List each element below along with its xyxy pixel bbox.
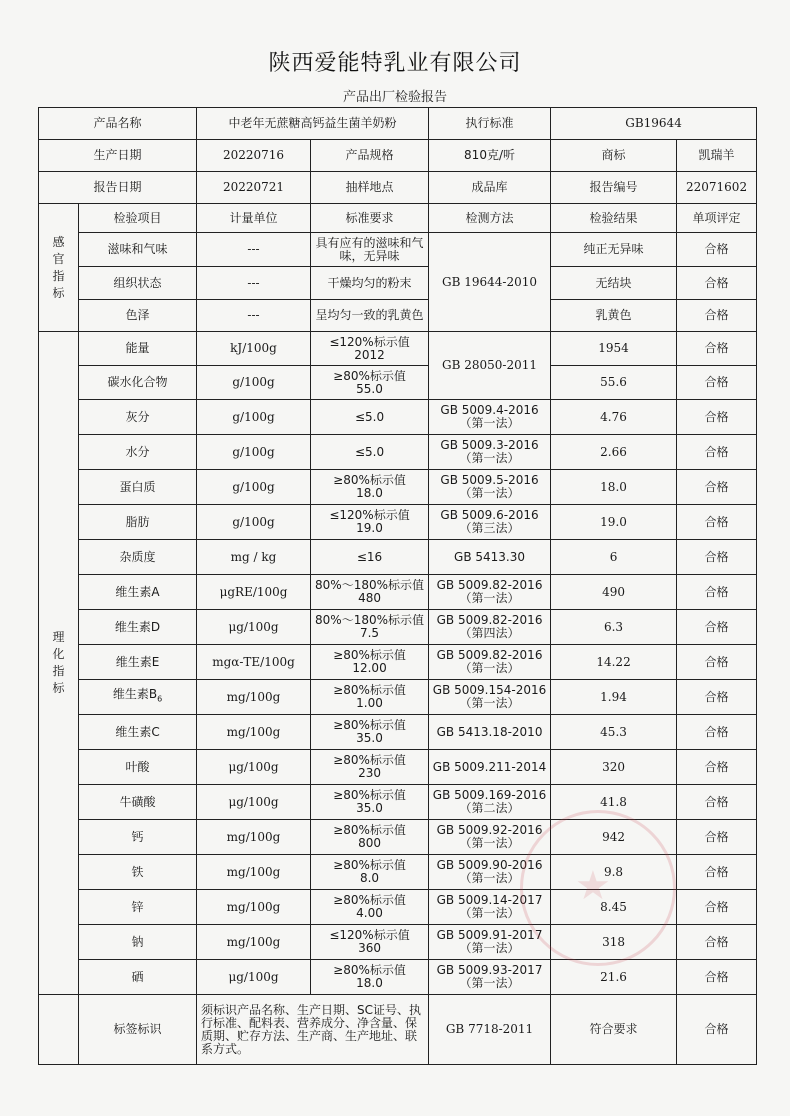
result: 纯正无异味 <box>551 233 677 267</box>
requirement: ≥80%标示值 12.00 <box>311 645 429 680</box>
result: 6.3 <box>551 610 677 645</box>
brand-label: 商标 <box>551 140 677 172</box>
report-no-label: 报告编号 <box>551 172 677 204</box>
report-date: 20220721 <box>197 172 311 204</box>
item-name: 维生素$B_6$ <box>79 680 197 715</box>
item-name: 维生素C <box>79 715 197 750</box>
sensory-method: GB 19644-2010 <box>429 233 551 332</box>
item-name: 蛋白质 <box>79 470 197 505</box>
verdict: 合格 <box>677 540 757 575</box>
verdict: 合格 <box>677 715 757 750</box>
result: 942 <box>551 820 677 855</box>
unit: mg / kg <box>197 540 311 575</box>
result: 8.45 <box>551 890 677 925</box>
unit: mg/100g <box>197 925 311 960</box>
requirement: ≤120%标示值 360 <box>311 925 429 960</box>
unit: mg/100g <box>197 680 311 715</box>
item-name: 钙 <box>79 820 197 855</box>
method: GB 5009.169-2016 （第二法） <box>429 785 551 820</box>
unit: μg/100g <box>197 785 311 820</box>
unit: g/100g <box>197 470 311 505</box>
method: GB 5009.82-2016 （第四法） <box>429 610 551 645</box>
item-name: 水分 <box>79 435 197 470</box>
table-row <box>39 750 757 785</box>
label-group-blank <box>39 995 79 1065</box>
label-verdict: 合格 <box>677 995 757 1065</box>
label-requirement: 须标识产品名称、生产日期、SC证号、执行标准、配料表、营养成分、净含量、保质期、贮存方法、生产商、生产地址、联系方式。 <box>197 995 429 1065</box>
result: 4.76 <box>551 400 677 435</box>
method: GB 5009.93-2017 （第一法） <box>429 960 551 995</box>
spec-value: 810克/听 <box>429 140 551 172</box>
label-row <box>39 995 757 1065</box>
result: 乳黄色 <box>551 300 677 332</box>
result: 无结块 <box>551 267 677 300</box>
requirement: 呈均匀一致的乳黄色 <box>311 300 429 332</box>
report-date-label: 报告日期 <box>39 172 197 204</box>
requirement: ≤16 <box>311 540 429 575</box>
unit: mgα-TE/100g <box>197 645 311 680</box>
item-name: 锌 <box>79 890 197 925</box>
verdict: 合格 <box>677 925 757 960</box>
verdict: 合格 <box>677 332 757 366</box>
requirement: ≥80%标示值 1.00 <box>311 680 429 715</box>
requirement: 80%～180%标示值 480 <box>311 575 429 610</box>
label-method: GB 7718-2011 <box>429 995 551 1065</box>
table-row <box>39 960 757 995</box>
col-unit: 计量单位 <box>197 204 311 233</box>
table-row <box>39 366 757 400</box>
standard-value: GB19644 <box>551 108 757 140</box>
verdict: 合格 <box>677 366 757 400</box>
unit: mg/100g <box>197 890 311 925</box>
result: 318 <box>551 925 677 960</box>
verdict: 合格 <box>677 470 757 505</box>
item-name: 碳水化合物 <box>79 366 197 400</box>
requirement: ≥80%标示值 8.0 <box>311 855 429 890</box>
verdict: 合格 <box>677 680 757 715</box>
col-method: 检测方法 <box>429 204 551 233</box>
unit: mg/100g <box>197 820 311 855</box>
unit: g/100g <box>197 366 311 400</box>
item-name: 标签标识 <box>79 995 197 1065</box>
requirement: ≤5.0 <box>311 400 429 435</box>
method: GB 5009.154-2016 （第一法） <box>429 680 551 715</box>
requirement: ≤5.0 <box>311 435 429 470</box>
inspection-table <box>38 107 757 1065</box>
method: GB 5009.14-2017 （第一法） <box>429 890 551 925</box>
method: GB 5009.6-2016 （第三法） <box>429 505 551 540</box>
item-name: 杂质度 <box>79 540 197 575</box>
requirement: ≤120%标示值 19.0 <box>311 505 429 540</box>
table-row <box>39 332 757 366</box>
item-name: 钠 <box>79 925 197 960</box>
requirement: ≥80%标示值 18.0 <box>311 470 429 505</box>
result: 490 <box>551 575 677 610</box>
unit: mg/100g <box>197 855 311 890</box>
verdict: 合格 <box>677 960 757 995</box>
standard-label: 执行标准 <box>429 108 551 140</box>
verdict: 合格 <box>677 435 757 470</box>
table-row <box>39 300 757 332</box>
report-title: 产品出厂检验报告 <box>342 90 447 105</box>
method: GB 5009.211-2014 <box>429 750 551 785</box>
col-requirement: 标准要求 <box>311 204 429 233</box>
result: 21.6 <box>551 960 677 995</box>
unit: --- <box>197 233 311 267</box>
table-row <box>39 575 757 610</box>
item-name: 色泽 <box>79 300 197 332</box>
column-header-row <box>39 204 757 233</box>
requirement: 80%～180%标示值 7.5 <box>311 610 429 645</box>
verdict: 合格 <box>677 855 757 890</box>
table-row <box>39 435 757 470</box>
table-row <box>39 820 757 855</box>
requirement: ≤120%标示值 2012 <box>311 332 429 366</box>
verdict: 合格 <box>677 785 757 820</box>
result: 9.8 <box>551 855 677 890</box>
method: GB 5009.91-2017 （第一法） <box>429 925 551 960</box>
item-name: 牛磺酸 <box>79 785 197 820</box>
table-row <box>39 610 757 645</box>
result: 320 <box>551 750 677 785</box>
result: 14.22 <box>551 645 677 680</box>
item-name: 铁 <box>79 855 197 890</box>
item-name: 灰分 <box>79 400 197 435</box>
col-result: 检验结果 <box>551 204 677 233</box>
table-row <box>39 400 757 435</box>
physchem-group-label: 理化指标 <box>39 332 79 995</box>
verdict: 合格 <box>677 750 757 785</box>
item-name: 脂肪 <box>79 505 197 540</box>
requirement: ≥80%标示值 230 <box>311 750 429 785</box>
unit: μg/100g <box>197 750 311 785</box>
method: GB 5009.92-2016 （第一法） <box>429 820 551 855</box>
item-name: 维生素A <box>79 575 197 610</box>
prod-date: 20220716 <box>197 140 311 172</box>
result: 41.8 <box>551 785 677 820</box>
prod-date-label: 生产日期 <box>39 140 197 172</box>
info-row-report <box>39 172 757 204</box>
item-name: 维生素E <box>79 645 197 680</box>
table-row <box>39 925 757 960</box>
method: GB 5009.82-2016 （第一法） <box>429 575 551 610</box>
method: GB 5009.4-2016 （第一法） <box>429 400 551 435</box>
requirement: ≥80%标示值 4.00 <box>311 890 429 925</box>
unit: g/100g <box>197 505 311 540</box>
table-row <box>39 785 757 820</box>
result: 19.0 <box>551 505 677 540</box>
table-row <box>39 645 757 680</box>
table-row <box>39 505 757 540</box>
result: 1954 <box>551 332 677 366</box>
result: 18.0 <box>551 470 677 505</box>
verdict: 合格 <box>677 300 757 332</box>
table-row <box>39 470 757 505</box>
unit: μg/100g <box>197 960 311 995</box>
item-name: 组织状态 <box>79 267 197 300</box>
table-row <box>39 715 757 750</box>
method: GB 5413.18-2010 <box>429 715 551 750</box>
result: 45.3 <box>551 715 677 750</box>
table-row <box>39 267 757 300</box>
method: GB 5009.82-2016 （第一法） <box>429 645 551 680</box>
product-name: 中老年无蔗糖高钙益生菌羊奶粉 <box>197 108 429 140</box>
requirement: 干燥均匀的粉末 <box>311 267 429 300</box>
method: GB 5009.90-2016 （第一法） <box>429 855 551 890</box>
verdict: 合格 <box>677 820 757 855</box>
unit: kJ/100g <box>197 332 311 366</box>
requirement: ≥80%标示值 35.0 <box>311 785 429 820</box>
brand-value: 凯瑞羊 <box>677 140 757 172</box>
requirement: ≥80%标示值 800 <box>311 820 429 855</box>
method: GB 5009.3-2016 （第一法） <box>429 435 551 470</box>
sensory-group-label: 感官指标 <box>39 204 79 332</box>
result: 1.94 <box>551 680 677 715</box>
verdict: 合格 <box>677 610 757 645</box>
result: 6 <box>551 540 677 575</box>
sample-place-label: 抽样地点 <box>311 172 429 204</box>
verdict: 合格 <box>677 505 757 540</box>
col-verdict: 单项评定 <box>677 204 757 233</box>
method: GB 5413.30 <box>429 540 551 575</box>
spec-label: 产品规格 <box>311 140 429 172</box>
col-item: 检验项目 <box>79 204 197 233</box>
result: 55.6 <box>551 366 677 400</box>
table-row <box>39 233 757 267</box>
company-name: 陕西爱能特乳业有限公司 <box>268 51 522 76</box>
report-no: 22071602 <box>677 172 757 204</box>
energy-method: GB 28050-2011 <box>429 332 551 400</box>
unit: μg/100g <box>197 610 311 645</box>
unit: g/100g <box>197 435 311 470</box>
unit: μgRE/100g <box>197 575 311 610</box>
info-row-date <box>39 140 757 172</box>
requirement: ≥80%标示值 35.0 <box>311 715 429 750</box>
verdict: 合格 <box>677 645 757 680</box>
sample-place: 成品库 <box>429 172 551 204</box>
info-row-product <box>39 108 757 140</box>
verdict: 合格 <box>677 575 757 610</box>
item-name: 滋味和气味 <box>79 233 197 267</box>
item-name: 叶酸 <box>79 750 197 785</box>
result: 2.66 <box>551 435 677 470</box>
item-name: 维生素D <box>79 610 197 645</box>
requirement: 具有应有的滋味和气味，无异味 <box>311 233 429 267</box>
verdict: 合格 <box>677 890 757 925</box>
verdict: 合格 <box>677 400 757 435</box>
product-name-label: 产品名称 <box>39 108 197 140</box>
table-row <box>39 680 757 715</box>
requirement: ≥80%标示值 18.0 <box>311 960 429 995</box>
unit: mg/100g <box>197 715 311 750</box>
verdict: 合格 <box>677 267 757 300</box>
label-result: 符合要求 <box>551 995 677 1065</box>
item-name: 能量 <box>79 332 197 366</box>
table-row <box>39 855 757 890</box>
unit: --- <box>197 300 311 332</box>
method: GB 5009.5-2016 （第一法） <box>429 470 551 505</box>
table-row <box>39 540 757 575</box>
unit: --- <box>197 267 311 300</box>
verdict: 合格 <box>677 233 757 267</box>
table-row <box>39 890 757 925</box>
item-name: 硒 <box>79 960 197 995</box>
requirement: ≥80%标示值 55.0 <box>311 366 429 400</box>
unit: g/100g <box>197 400 311 435</box>
